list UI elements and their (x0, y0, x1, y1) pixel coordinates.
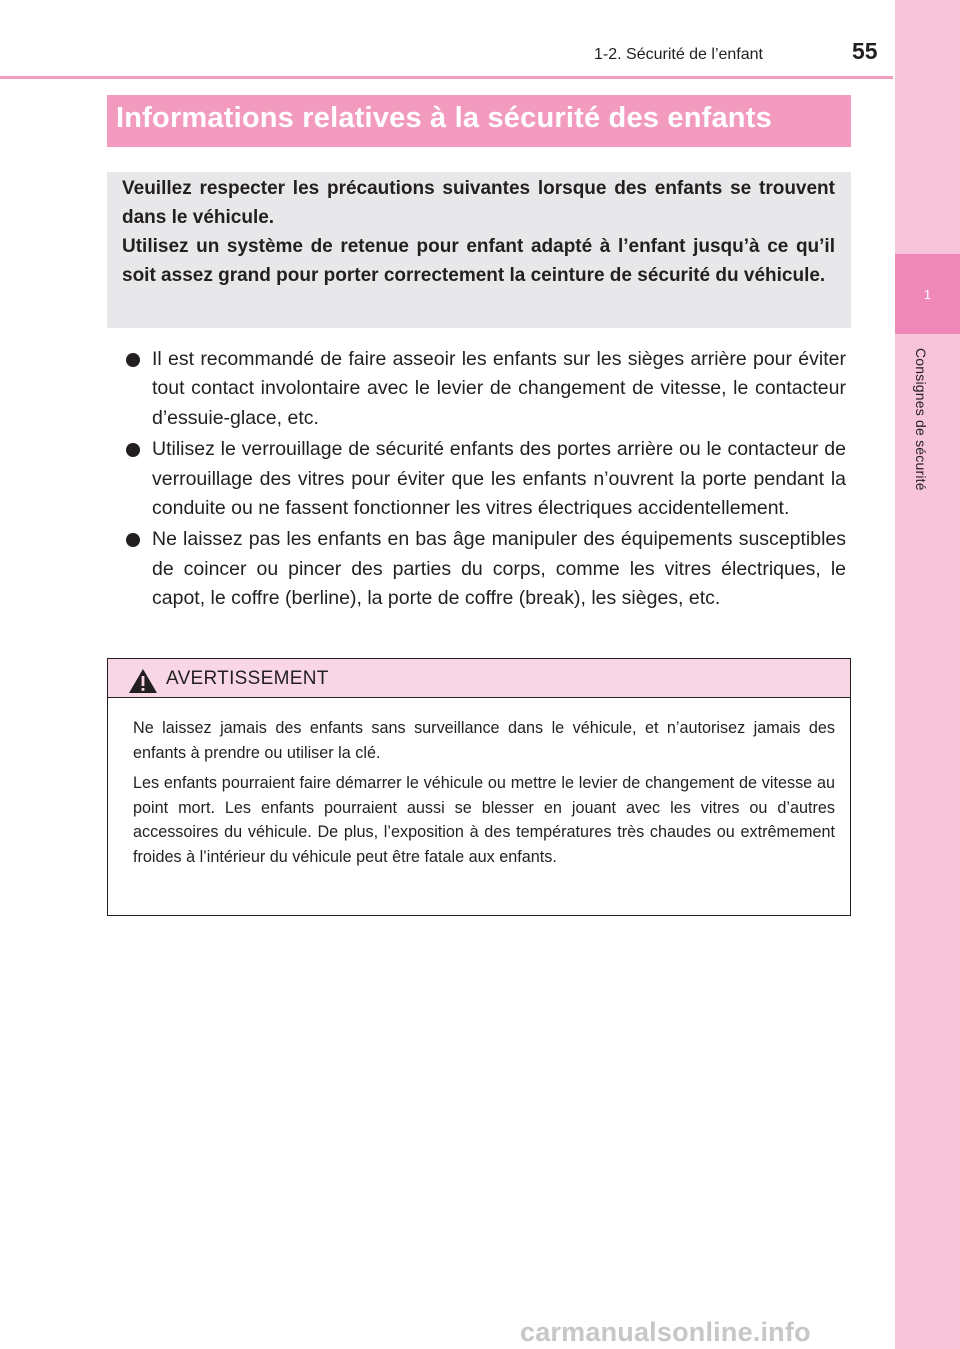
bullet-text: Il est recommandé de faire asseoir les enfants sur les sièges arrière pour éviter tout contact involontaire avec le levier de changement de vitesse, le contacteur d’essuie-glace, etc. (152, 348, 846, 429)
warning-title: AVERTISSEMENT (166, 668, 329, 689)
warning-paragraph-1: Ne laissez jamais des enfants sans surveillance dans le véhicule, et n’autorisez jamais des enfants à prendre ou utiliser la clé. (133, 719, 835, 762)
bullet-item (126, 525, 846, 613)
section-header: 1-2. Sécurité de l’enfant (594, 46, 763, 63)
bullet-list (126, 345, 846, 616)
intro-paragraph-2: Utilisez un système de retenue pour enfant adapté à l’enfant jusqu’à ce qu’il soit assez grand pour porter correctement la ceinture de sécurité du véhicule. (122, 236, 835, 286)
intro-paragraph-1: Veuillez respecter les précautions suivantes lorsque des enfants se trouvent dans le véhicule. (122, 178, 835, 228)
warning-triangle-icon (128, 668, 158, 694)
warning-box (107, 658, 851, 916)
chapter-title-tab: Consignes de sécurité (913, 348, 929, 491)
bullet-dot-icon (126, 443, 140, 457)
title-bar (107, 95, 851, 147)
bullet-item (126, 435, 846, 523)
bullet-item (126, 345, 846, 433)
side-tab (895, 0, 960, 1349)
page-number: 55 (852, 38, 878, 64)
warning-paragraph-2: Les enfants pourraient faire démarrer le véhicule ou mettre le levier de changement de vitesse au point mort. Les enfants pourraient aussi se blesser en jouant avec les vitres ou d’autres accessoires du véhicule. De plus, l’exposition à des températures très chaudes ou extrêmement froides à l’intérieur du véhicule peut être fatale aux enfants. (133, 774, 835, 866)
bullet-dot-icon (126, 533, 140, 547)
chapter-number-tab: 1 (895, 254, 960, 334)
warning-body (108, 698, 850, 869)
bullet-text: Utilisez le verrouillage de sécurité enfants des portes arrière ou le contacteur de verrouillage des vitres pour éviter que les enfants n’ouvrent la porte pendant la conduite ou ne fassent fonctionner les vitres électriques accidentellement. (152, 438, 846, 520)
page-title: Informations relatives à la sécurité des enfants (116, 102, 772, 134)
watermark: carmanualsonline.info (520, 1317, 811, 1347)
intro-box (107, 172, 851, 328)
bullet-text: Ne laissez pas les enfants en bas âge manipuler des équipements susceptibles de coincer ou pincer des parties du corps, comme les vitres électriques, le capot, le coffre (berline), la porte de coffre (break), les sièges, etc. (152, 528, 846, 610)
bullet-dot-icon (126, 353, 140, 367)
warning-header (108, 659, 850, 698)
header-divider (0, 76, 893, 79)
